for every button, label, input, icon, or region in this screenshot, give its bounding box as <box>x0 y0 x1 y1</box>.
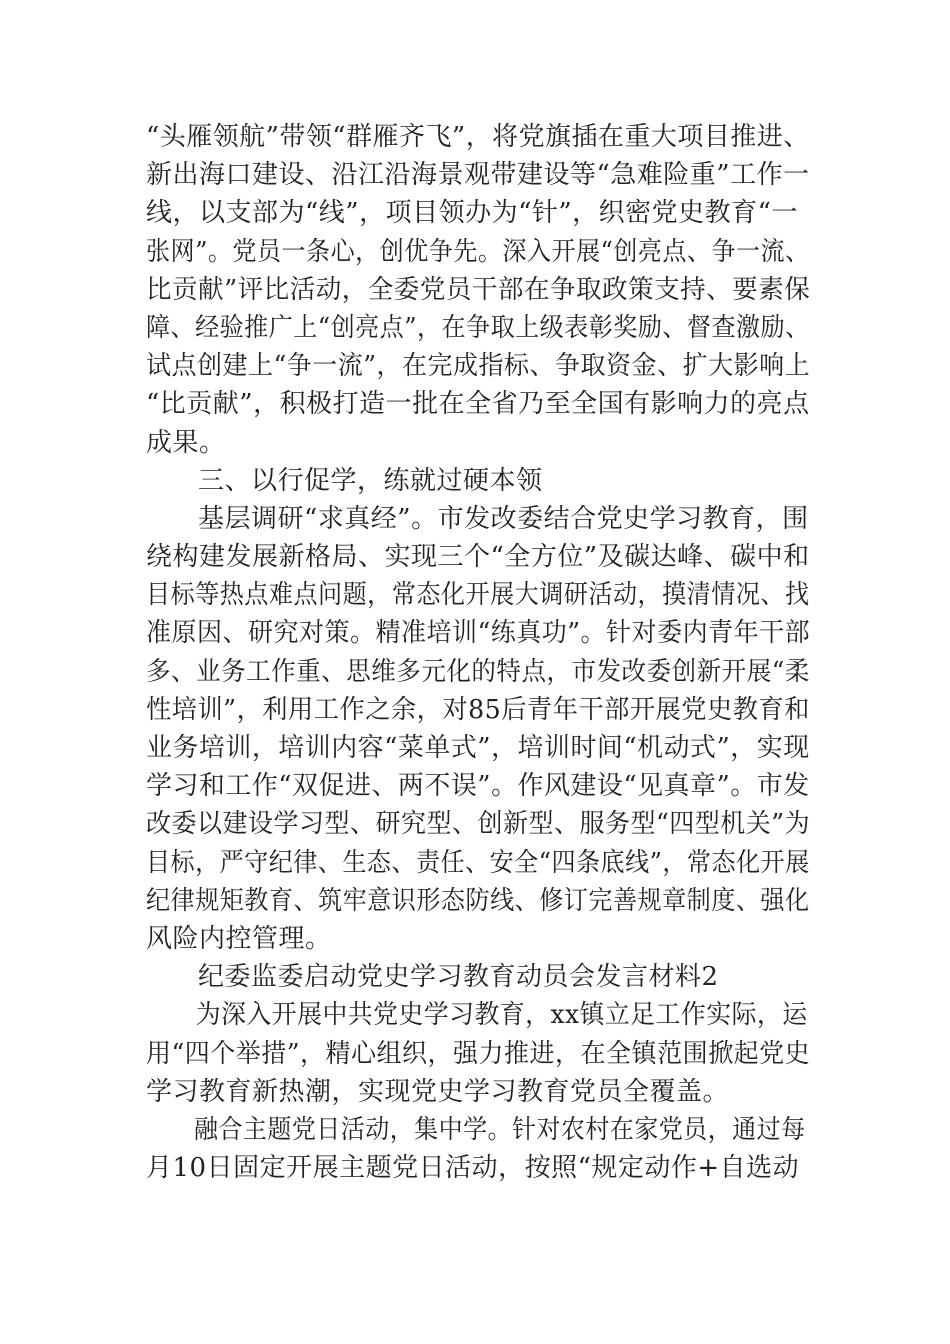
text-line: 比贡献”评比活动，全委党员干部在争取政策支持、要素保 <box>146 274 811 305</box>
text-line: 纪委监委启动党史学习教育动员会发言材料2 <box>198 962 719 993</box>
text-line: 用“四个举措”，精心组织，强力推进，在全镇范围掀起党史 <box>146 1038 811 1069</box>
text-line: 为深入开展中共党史学习教育，xx镇立足工作实际，运 <box>195 1000 808 1031</box>
text-line: 学习和工作“双促进、两不误”。作风建设“见真章”。市发 <box>146 771 810 802</box>
text-line: 张网”。党员一条心，创优争先。深入开展“创亮点、争一流、 <box>146 236 810 267</box>
text-line: 线，以支部为“线”，项目领办为“针”，织密党史教育“一 <box>146 198 798 229</box>
text-line: “比贡献”，积极打造一批在全省乃至全国有影响力的亮点 <box>146 389 810 420</box>
text-line: 试点创建上“争一流”，在完成指标、争取资金、扩大影响上 <box>146 351 811 382</box>
text-line: 纪律规矩教育、筑牢意识形态防线、修订完善规章制度、强化 <box>146 885 810 916</box>
text-line: 准原因、研究对策。精准培训“练真功”。针对委内青年干部 <box>146 618 811 649</box>
text-line: 融合主题党日活动，集中学。针对农村在家党员，通过每 <box>194 1114 806 1145</box>
text-line: “头雁领航”带领“群雁齐飞”，将党旗插在重大项目推进、 <box>146 122 810 152</box>
text-line: 业务培训，培训内容“菜单式”，培训时间“机动式”，实现 <box>146 733 810 763</box>
text-line: 性培训”，利用工作之余，对85后青年干部开展党史教育和 <box>146 694 810 725</box>
text-line: 绕构建发展新格局、实现三个“全方位”及碳达峰、碳中和 <box>146 542 810 573</box>
text-line: 基层调研“求真经”。市发改委结合党史学习教育，围 <box>198 503 809 534</box>
text-line: 改委以建设学习型、研究型、创新型、服务型“四型机关”为 <box>146 809 811 840</box>
text-line: 三、以行促学，练就过硬本领 <box>198 465 543 496</box>
text-line: 多、业务工作重、思维多元化的特点，市发改委创新开展“柔 <box>146 656 810 687</box>
text-line: 月10日固定开展主题党日活动，按照“规定动作+自选动 <box>146 1153 800 1184</box>
text-line: 目标，严守纪律、生态、责任、安全“四条底线”，常态化开展 <box>146 847 810 878</box>
text-line: 障、经验推广上“创亮点”，在争取上级表彰奖励、督查激励、 <box>146 312 810 343</box>
text-line: 目标等热点难点问题，常态化开展大调研活动，摸清情况、找 <box>146 580 810 611</box>
document-body <box>146 118 810 1187</box>
text-line: 风险内控管理。 <box>146 923 332 954</box>
text-line: 成果。 <box>146 427 226 458</box>
text-line: 新出海口建设、沿江沿海景观带建设等“急难险重”工作一 <box>146 160 810 191</box>
text-line: 学习教育新热潮，实现党史学习教育党员全覆盖。 <box>146 1076 730 1107</box>
